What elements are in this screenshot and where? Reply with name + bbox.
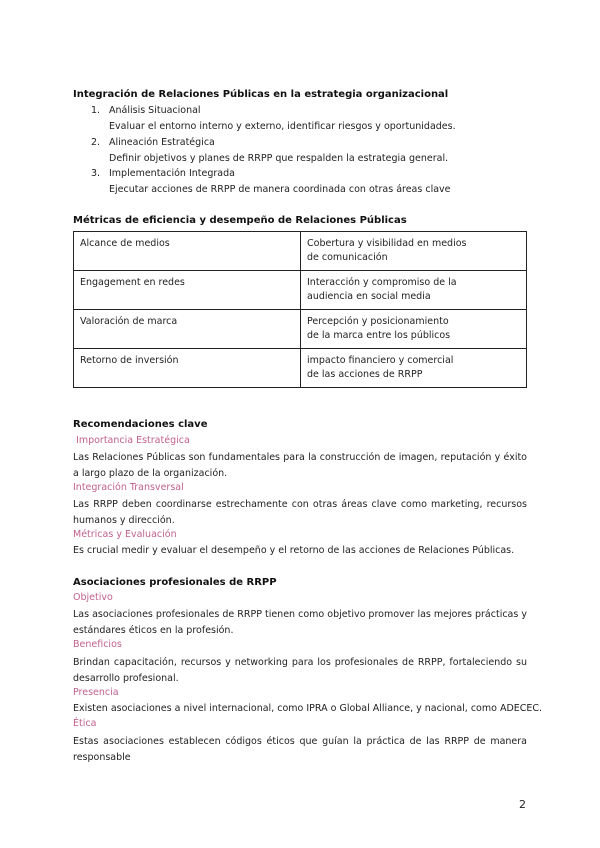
metric-description-cell (301, 349, 527, 388)
recommendation-text: Es crucial medir y evaluar el desempeño y el retorno de las acciones de Relaciones Públicas. (73, 545, 515, 556)
list-item-description: Definir objetivos y planes de RRPP que respalden la estrategia general. (109, 153, 449, 164)
list-item-title: Análisis Situacional (109, 105, 201, 116)
association-title: Presencia (73, 687, 119, 698)
metric-description-cell (301, 310, 527, 349)
metric-description-line: impacto financiero y comercial (307, 355, 454, 366)
association-text: Existen asociaciones a nivel internacional, como IPRA o Global Alliance, y nacional, como ADECEC. (73, 703, 543, 714)
association-text: Las asociaciones profesionales de RRPP tienen como objetivo promover las mejores prácticas y estándares éticos en la profesión. (73, 609, 527, 636)
list-number: 1. (91, 105, 101, 116)
recommendation-text: Las RRPP deben coordinarse estrechamente con otras áreas clave como marketing, recursos humanos y dirección. (73, 499, 527, 526)
metric-name-cell: Alcance de medios (74, 232, 301, 271)
table-row (74, 271, 527, 310)
table-row (74, 349, 527, 388)
metric-description-line: Cobertura y visibilidad en medios (307, 238, 467, 249)
metric-name-cell: Retorno de inversión (74, 349, 301, 388)
metric-description-line: de la marca entre los públicos (307, 330, 451, 341)
recommendation-title: Importancia Estratégica (73, 435, 190, 446)
metric-description-line: de las acciones de RRPP (307, 369, 423, 380)
table-row (74, 310, 527, 349)
list-number: 3. (91, 168, 101, 179)
association-text: Brindan capacitación, recursos y networking para los profesionales de RRPP, fortaleciendo su desarrollo profesional. (73, 657, 527, 684)
metric-description-line: audiencia en social media (307, 291, 431, 302)
metric-description-cell (301, 271, 527, 310)
list-item-title: Alineación Estratégica (109, 137, 215, 148)
metric-name-cell: Engagement en redes (74, 271, 301, 310)
metric-name-cell: Valoración de marca (74, 310, 301, 349)
metric-description-line: Percepción y posicionamiento (307, 316, 449, 327)
metric-description-line: Interacción y compromiso de la (307, 277, 457, 288)
integration-heading: Integración de Relaciones Públicas en la estrategia organizacional (73, 89, 449, 100)
recommendations-heading: Recomendaciones clave (73, 419, 208, 430)
associations-heading: Asociaciones profesionales de RRPP (73, 577, 277, 588)
recommendation-text: Las Relaciones Públicas son fundamentales para la construcción de imagen, reputación y éxito a largo plazo de la organización. (73, 452, 527, 479)
list-item-description: Ejecutar acciones de RRPP de manera coordinada con otras áreas clave (109, 184, 451, 195)
recommendation-title: Métricas y Evaluación (73, 529, 177, 540)
list-number: 2. (91, 137, 101, 148)
association-title: Ética (73, 718, 97, 729)
association-title: Objetivo (73, 592, 113, 603)
recommendation-title: Integración Transversal (73, 482, 184, 493)
list-item-title: Implementación Integrada (109, 168, 235, 179)
list-item-description: Evaluar el entorno interno y externo, identificar riesgos y oportunidades. (109, 121, 456, 132)
table-row (74, 232, 527, 271)
metrics-table (73, 231, 527, 388)
metric-description-line: de comunicación (307, 252, 388, 263)
page-number: 2 (519, 798, 526, 811)
association-text: Estas asociaciones establecen códigos éticos que guían la práctica de las RRPP de manera responsable (73, 736, 527, 763)
association-title: Beneficios (73, 639, 122, 650)
metrics-heading: Métricas de eficiencia y desempeño de Relaciones Públicas (73, 215, 407, 226)
metric-description-cell (301, 232, 527, 271)
